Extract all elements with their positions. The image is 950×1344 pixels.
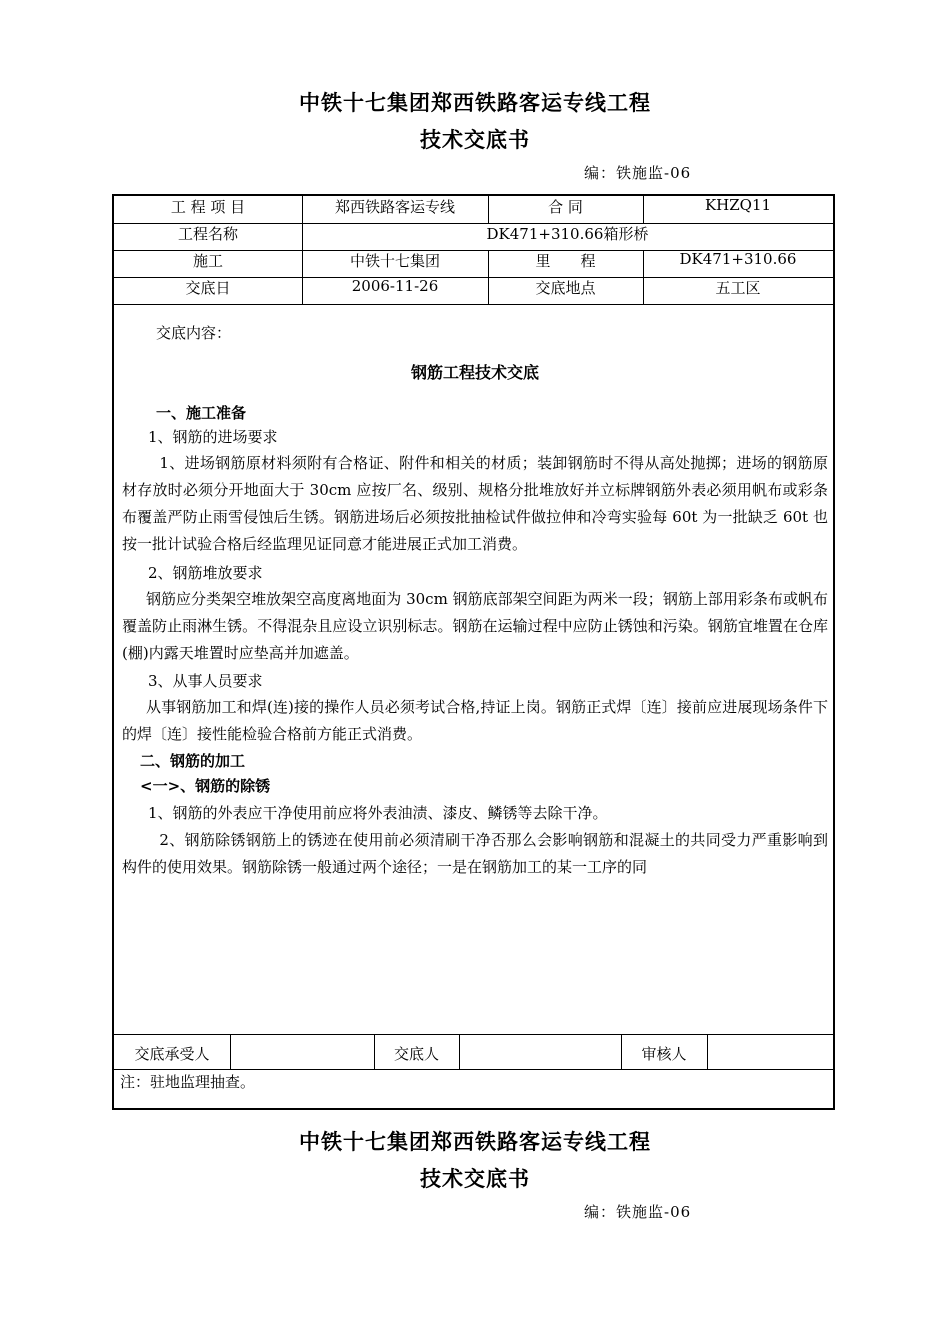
section-1-title: 一、施工准备: [156, 404, 247, 422]
contract-label: 合 同: [548, 198, 583, 216]
content-intro: 交底内容：: [156, 324, 232, 342]
document-subtitle: 技术交底书: [420, 127, 530, 152]
note: 注：驻地监理抽查。: [120, 1073, 256, 1091]
section-2-1-paragraph-1: 1、钢筋的外表应干净使用前应将外表油渍、漆皮、鳞锈等去除干净。: [148, 804, 608, 822]
date-value: 2006-11-26: [351, 277, 439, 295]
construction-label: 施工: [192, 252, 223, 270]
next-page-subtitle: 技术交底书: [420, 1166, 530, 1191]
section-1-1-title: 1、钢筋的进场要求: [148, 428, 278, 446]
form-code: 编：铁施监-06: [584, 164, 692, 182]
date-label: 交底日: [185, 279, 231, 297]
content-heading: 钢筋工程技术交底: [410, 363, 539, 382]
section-2-1-title: <一>、钢筋的除锈: [140, 777, 271, 795]
section-2-1-paragraph-2: 2、钢筋除锈钢筋上的锈迹在使用前必须清刷干净否那么会影响钢筋和混凝土的共同受力严重影响到构件的使用效果。钢筋除锈一般通过两个途径；一是在钢筋加工的某一工序的同: [122, 831, 828, 876]
section-1-2-title: 2、钢筋堆放要求: [148, 564, 263, 582]
reviewer-label: 审核人: [641, 1045, 687, 1063]
construction-value: 中铁十七集团: [349, 252, 440, 270]
mileage-value: DK471+310.66: [679, 250, 797, 268]
giver-label: 交底人: [393, 1045, 439, 1063]
name-label: 工程名称: [177, 225, 238, 243]
next-page-form-code: 编：铁施监-06: [584, 1203, 692, 1221]
mileage-label: 里 程: [535, 252, 596, 270]
section-1-2-paragraph: 钢筋应分类架空堆放架空高度离地面为 30cm 钢筋底部架空间距为两米一段；钢筋上部用彩条布或帆布覆盖防止雨淋生锈。不得混杂且应设立识别标志。钢筋在运输过程中应防止锈蚀和污染。钢筋宜堆置在仓库(棚)内露天堆置时应垫高并加遮盖。: [122, 590, 828, 662]
location-value: 五工区: [715, 279, 761, 297]
next-page-title: 中铁十七集团郑西铁路客运专线工程: [299, 1129, 651, 1154]
name-value: DK471+310.66箱形桥: [486, 225, 649, 243]
section-1-3-paragraph: 从事钢筋加工和焊(连)接的操作人员必须考试合格,持证上岗。钢筋正式焊〔连〕接前应进展现场条件下的焊〔连〕接性能检验合格前方能正式消费。: [122, 698, 828, 743]
receiver-label: 交底承受人: [134, 1045, 210, 1063]
location-label: 交底地点: [535, 279, 596, 297]
project-label: 工 程 项 目: [170, 198, 246, 216]
section-1-1-paragraph: 1、进场钢筋原材料须附有合格证、附件和相关的材质；装卸钢筋时不得从高处抛掷；进场的钢筋原材存放时必须分开地面大于 30cm 应按厂名、级别、规格分批堆放好并立标牌钢筋外表必须用帆布或彩条布覆盖严防止雨雪侵蚀后生锈。钢筋进场后必须按批抽检试件做拉伸和冷弯实验每 60t 为一批缺乏 60t 也按一批计试验合格后经监理见证同意才能进展正式加工消费。: [122, 454, 828, 553]
section-2-title: 二、钢筋的加工: [140, 752, 246, 770]
contract-value: KHZQ11: [704, 196, 772, 214]
document-title: 中铁十七集团郑西铁路客运专线工程: [299, 90, 651, 115]
section-1-3-title: 3、从事人员要求: [148, 672, 263, 690]
project-value: 郑西铁路客运专线: [334, 198, 455, 216]
